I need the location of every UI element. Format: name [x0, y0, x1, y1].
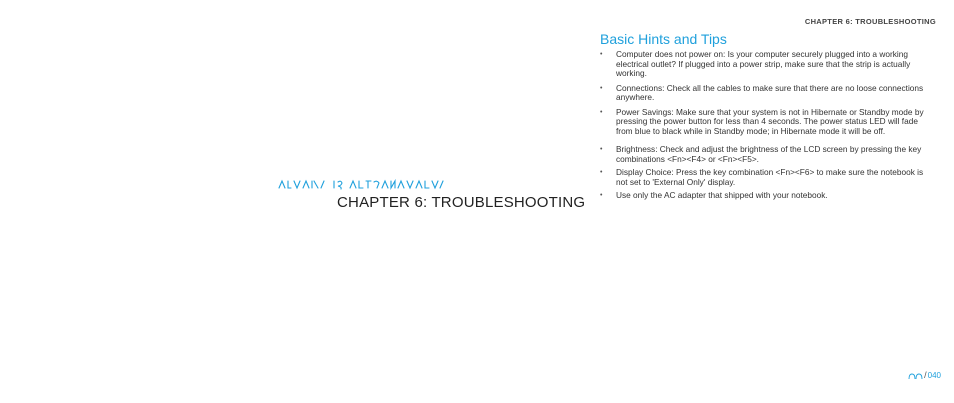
section-title: Basic Hints and Tips	[600, 31, 727, 47]
tip-ac-adapter: • Use only the AC adapter that shipped with your notebook.	[600, 191, 935, 201]
tip-display-choice: • Display Choice: Press the key combination <Fn><F6> to make sure the notebook is not set to 'External Only' display.	[600, 168, 935, 187]
alien-script-title-graphic	[278, 178, 444, 190]
chapter-title: CHAPTER 6: TROUBLESHOOTING	[337, 194, 586, 211]
page-number: 040	[927, 371, 941, 380]
tip-connections: • Connections: Check all the cables to make sure that there are no loose connections anywhere.	[600, 84, 935, 103]
alien-page-logo-icon	[908, 373, 923, 380]
tips-list	[600, 50, 935, 201]
chapter-title-block	[278, 178, 586, 211]
tip-power-savings: • Power Savings: Make sure that your system is not in Hibernate or Standby mode by pressing the power button for less than 4 seconds. The power status LED will fade from blue to black while in Standby mode; in Hibernate mode it will be off.	[600, 108, 935, 137]
tip-brightness: • Brightness: Check and adjust the brightness of the LCD screen by pressing the key combinations <Fn><F4> or <Fn><F5>.	[600, 145, 935, 164]
tip-power: • Computer does not power on: Is your computer securely plugged into a working electrical outlet? If plugged into a power strip, make sure that the strip is actually working.	[600, 50, 935, 79]
running-header: CHAPTER 6: TROUBLESHOOTING	[804, 17, 936, 26]
page-footer	[908, 371, 941, 380]
basic-hints-section	[600, 31, 935, 201]
page-separator: /	[924, 370, 927, 380]
